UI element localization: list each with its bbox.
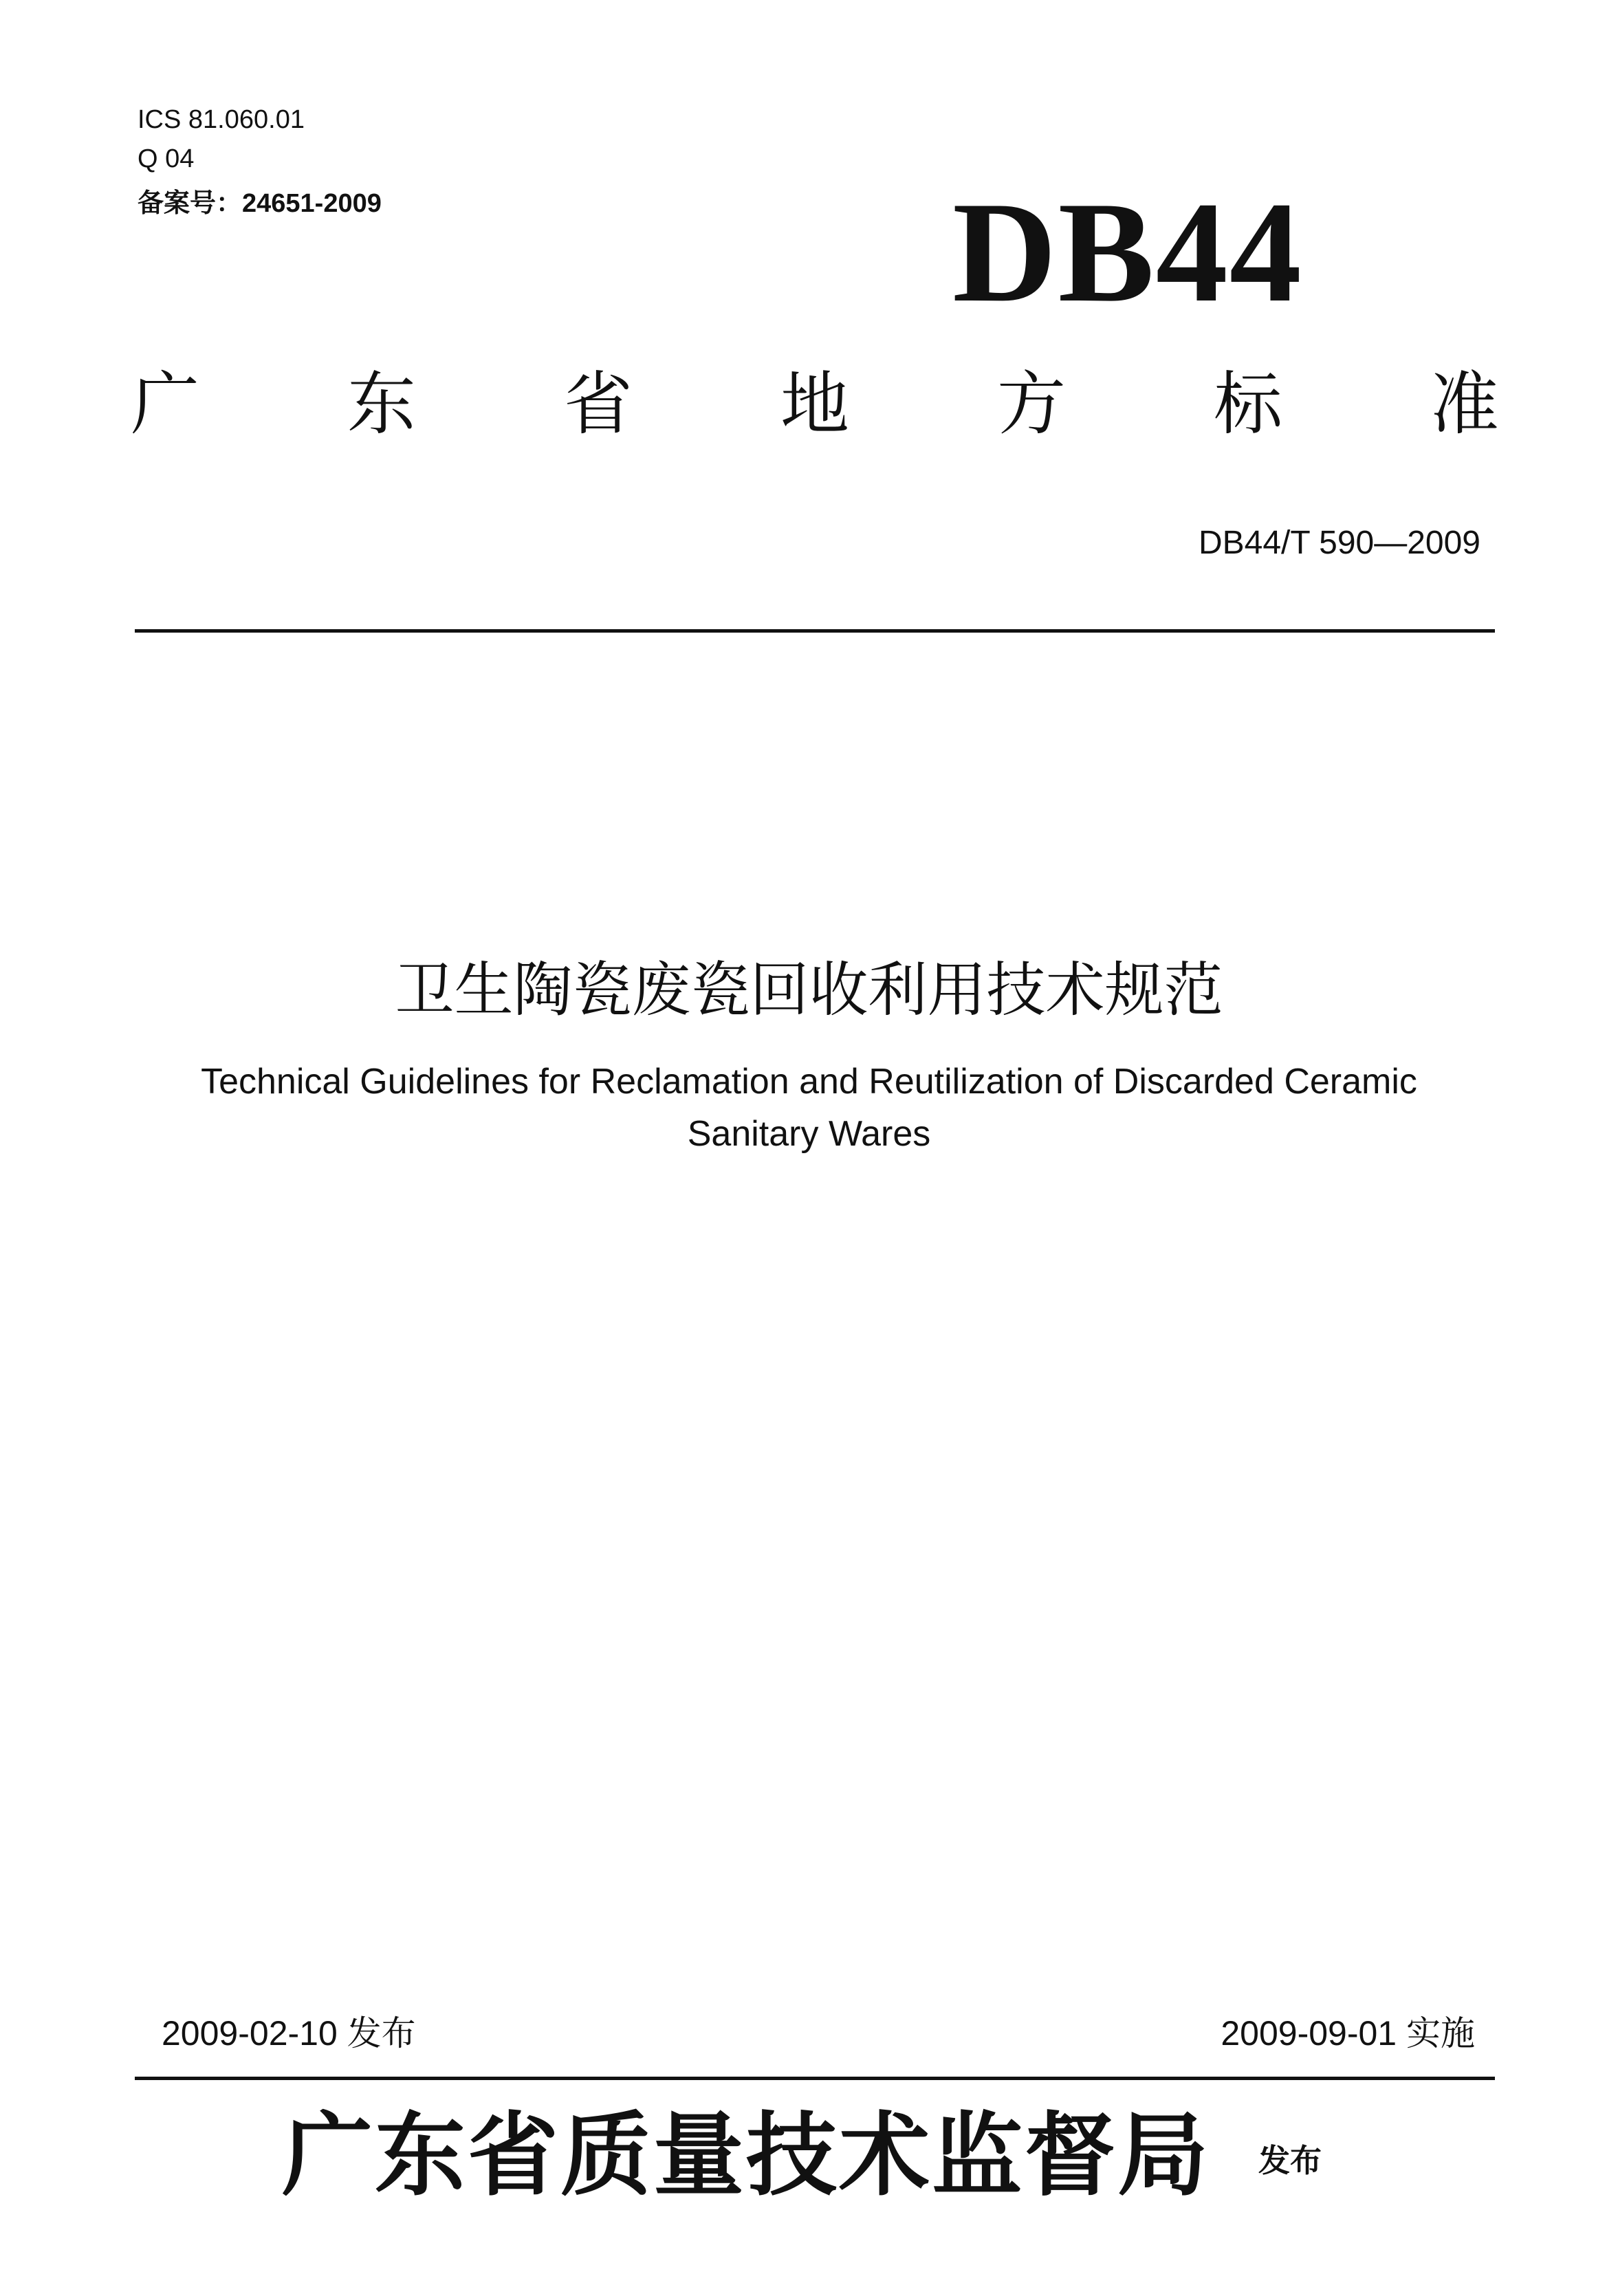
standard-type-heading [131,363,1499,446]
english-title-line-1: Technical Guidelines for Reclamation and Reutilization of Discarded Ceramic [201,1062,1417,1102]
ics-code: ICS 81.060.01 [138,105,305,134]
filing-number: 备案号：24651-2009 [138,189,382,218]
standard-type-char: 广 [131,364,199,444]
english-title-line-2: Sanitary Wares [687,1114,931,1154]
bottom-divider [135,2077,1495,2080]
standard-type-char: 东 [347,364,416,444]
standard-type-char: 标 [1214,364,1282,444]
issuing-authority: 广东省质量技术监督局 [282,2102,1210,2209]
standard-number: DB44/T 590—2009 [1198,525,1480,561]
top-divider [135,629,1495,633]
ccs-code: Q 04 [138,144,195,173]
standard-type-char: 方 [997,364,1066,444]
issue-date: 2009-02-10 发布 [162,2014,416,2053]
standard-type-char: 准 [1430,364,1499,444]
standard-logo: DB44 [952,173,1303,332]
issuing-authority-suffix: 发布 [1258,2143,1322,2178]
standard-type-char: 省 [564,364,633,444]
implementation-date: 2009-09-01 实施 [1221,2014,1475,2053]
standard-type-char: 地 [780,364,849,444]
document-title-chinese: 卫生陶瓷废瓷回收利用技术规范 [395,956,1223,1025]
document-title-english [0,1056,1618,1160]
